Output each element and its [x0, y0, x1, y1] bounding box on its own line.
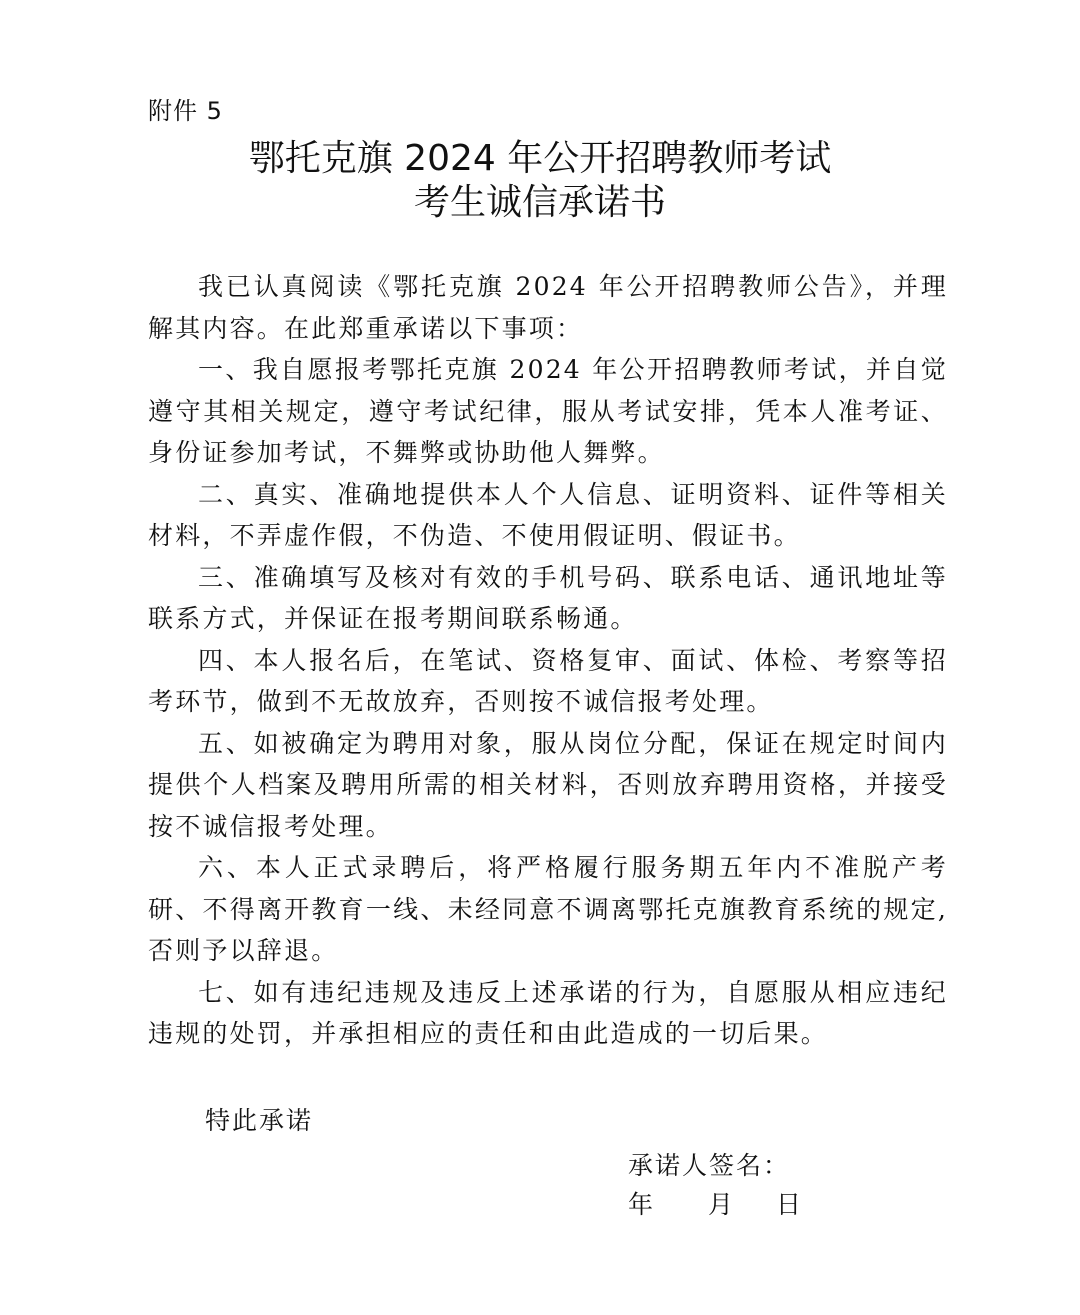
paragraph-item-7: 七、如有违纪违规及违反上述承诺的行为，自愿服从相应违纪违规的处罚，并承担相应的责任和由此造成的一切后果。	[148, 977, 948, 1048]
paragraph-item-1: 一、我自愿报考鄂托克旗 2024 年公开招聘教师考试，并自觉遵守其相关规定，遵守考试纪律，服从考试安排，凭本人准考证、身份证参加考试，不舞弊或协助他人舞弊。	[148, 355, 948, 467]
signature-label: 承诺人签名：	[628, 1151, 791, 1180]
date-day-label: 日	[776, 1190, 804, 1219]
date-month-label: 月	[708, 1190, 736, 1219]
paragraph-item-6: 六、本人正式录聘后，将严格履行服务期五年内不准脱产考研、不得离开教育一线、未经同意不调离鄂托克旗教育系统的规定,否则予以辞退。	[148, 853, 948, 965]
paragraph-item-5: 五、如被确定为聘用对象，服从岗位分配，保证在规定时间内提供个人档案及聘用所需的相关材料，否则放弃聘用资格，并接受按不诚信报考处理。	[148, 728, 948, 841]
closing-statement: 特此承诺	[205, 1106, 314, 1135]
signature-date	[628, 1185, 803, 1225]
attachment-label: 附件 5	[148, 97, 223, 125]
document-title-line-1: 鄂托克旗 2024 年公开招聘教师考试	[248, 138, 832, 179]
paragraph-intro: 我已认真阅读《鄂托克旗 2024 年公开招聘教师公告》，并理解其内容。在此郑重承诺以下事项：	[148, 272, 948, 343]
paragraph-item-4: 四、本人报名后，在笔试、资格复审、面试、体检、考察等招考环节，做到不无故放弃，否则按不诚信报考处理。	[148, 645, 948, 716]
date-year-label: 年	[628, 1190, 656, 1219]
paragraph-item-3: 三、准确填写及核对有效的手机号码、联系电话、通讯地址等联系方式，并保证在报考期间联系畅通。	[148, 562, 948, 633]
paragraph-item-2: 二、真实、准确地提供本人个人信息、证明资料、证件等相关材料，不弄虚作假，不伪造、不使用假证明、假证书。	[148, 479, 948, 550]
document-body	[148, 266, 948, 1055]
document-title-line-2: 考生诚信承诺书	[413, 182, 666, 223]
